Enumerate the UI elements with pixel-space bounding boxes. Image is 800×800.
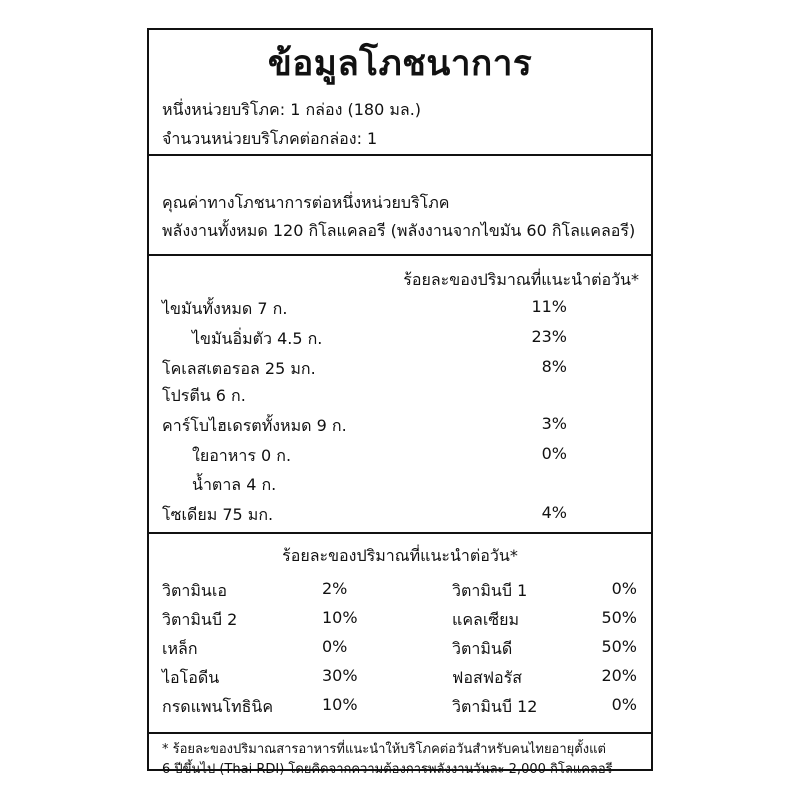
serving-section (149, 30, 651, 156)
vitamin-percent: 0% (611, 695, 637, 714)
nutrient-name: คาร์โบไฮเดรตทั้งหมด 9 ก. (162, 416, 347, 435)
nutrient-row (162, 357, 651, 385)
footnote-line: 6 ปีขึ้นไป (Thai RDI) โดยคิดจากความต้องการพลังงานวันละ 2,000 กิโลแคลอรี (162, 762, 613, 777)
nutrient-percent: 23% (531, 327, 567, 346)
nutrient-name: ใยอาหาร 0 ก. (192, 446, 292, 465)
vitamin-name: แคลเซียม (452, 610, 520, 629)
nutrient-percent: 3% (541, 414, 567, 433)
nutrient-name: โปรตีน 6 ก. (162, 386, 246, 405)
vitamin-name: วิตามินดี (452, 639, 513, 658)
nutrient-row (162, 384, 651, 412)
vitamin-row (162, 637, 637, 663)
vitamin-percent: 0% (322, 637, 348, 656)
vitamin-name: กรดแพนโทธินิค (162, 697, 274, 716)
vitamin-name: เหล็ก (162, 639, 198, 658)
energy-total: พลังงานทั้งหมด 120 กิโลแคลอรี (พลังงานจากไขมัน 60 กิโลแคลอรี) (162, 221, 636, 240)
nutrient-percent: 4% (541, 503, 567, 522)
vitamin-name: วิตามินบี 12 (452, 697, 538, 716)
nutrient-name: โคเลสเตอรอล 25 มก. (162, 359, 316, 378)
nutrient-name: โซเดียม 75 มก. (162, 505, 274, 524)
label-title: ข้อมูลโภชนาการ (267, 44, 533, 84)
vitamin-percent: 50% (601, 608, 637, 627)
nutrient-name: ไขมันอิ่มตัว 4.5 ก. (192, 329, 323, 348)
servings-per-container: จำนวนหน่วยบริโภคต่อกล่อง: 1 (162, 129, 378, 148)
vitamin-name: วิตามินบี 1 (452, 581, 528, 600)
footnote-section (149, 734, 651, 777)
vitamins-daily-value-header: ร้อยละของปริมาณที่แนะนำต่อวัน* (282, 546, 518, 565)
vitamin-row (162, 608, 637, 634)
vitamin-percent: 50% (601, 637, 637, 656)
vitamin-name: วิตามินบี 2 (162, 610, 238, 629)
nutrient-percent: 11% (531, 297, 567, 316)
nutrient-row (162, 297, 651, 325)
nutrient-row (162, 503, 651, 531)
vitamin-percent: 20% (601, 666, 637, 685)
vitamins-section (149, 534, 651, 734)
nutrient-row (162, 327, 651, 355)
vitamin-row (162, 666, 637, 692)
vitamin-percent: 2% (322, 579, 348, 598)
nutrient-name: น้ำตาล 4 ก. (192, 475, 277, 494)
nutrient-row (162, 414, 651, 442)
footnote (162, 740, 643, 780)
nutrients-section (149, 256, 651, 534)
vitamin-name: ฟอสฟอรัส (452, 668, 522, 687)
nutrient-row (162, 473, 651, 501)
serving-size: หนึ่งหน่วยบริโภค: 1 กล่อง (180 มล.) (162, 100, 422, 119)
vitamin-row (162, 695, 637, 721)
energy-header: คุณค่าทางโภชนาการต่อหนึ่งหน่วยบริโภค (162, 193, 450, 212)
vitamin-percent: 10% (322, 608, 358, 627)
nutrition-facts-label (147, 28, 653, 777)
daily-value-header: ร้อยละของปริมาณที่แนะนำต่อวัน* (403, 270, 639, 289)
vitamin-percent: 30% (322, 666, 358, 685)
vitamin-name: วิตามินเอ (162, 581, 227, 600)
vitamin-name: ไอโอดีน (162, 668, 220, 687)
energy-section (149, 156, 651, 256)
vitamin-row (162, 579, 637, 605)
nutrient-name: ไขมันทั้งหมด 7 ก. (162, 299, 288, 318)
nutrient-percent: 8% (541, 357, 567, 376)
nutrient-percent: 0% (541, 444, 567, 463)
nutrient-row (162, 444, 651, 472)
vitamin-percent: 0% (611, 579, 637, 598)
footnote-line: * ร้อยละของปริมาณสารอาหารที่แนะนำให้บริโภคต่อวันสำหรับคนไทยอายุตั้งแต่ (162, 742, 606, 757)
vitamin-percent: 10% (322, 695, 358, 714)
